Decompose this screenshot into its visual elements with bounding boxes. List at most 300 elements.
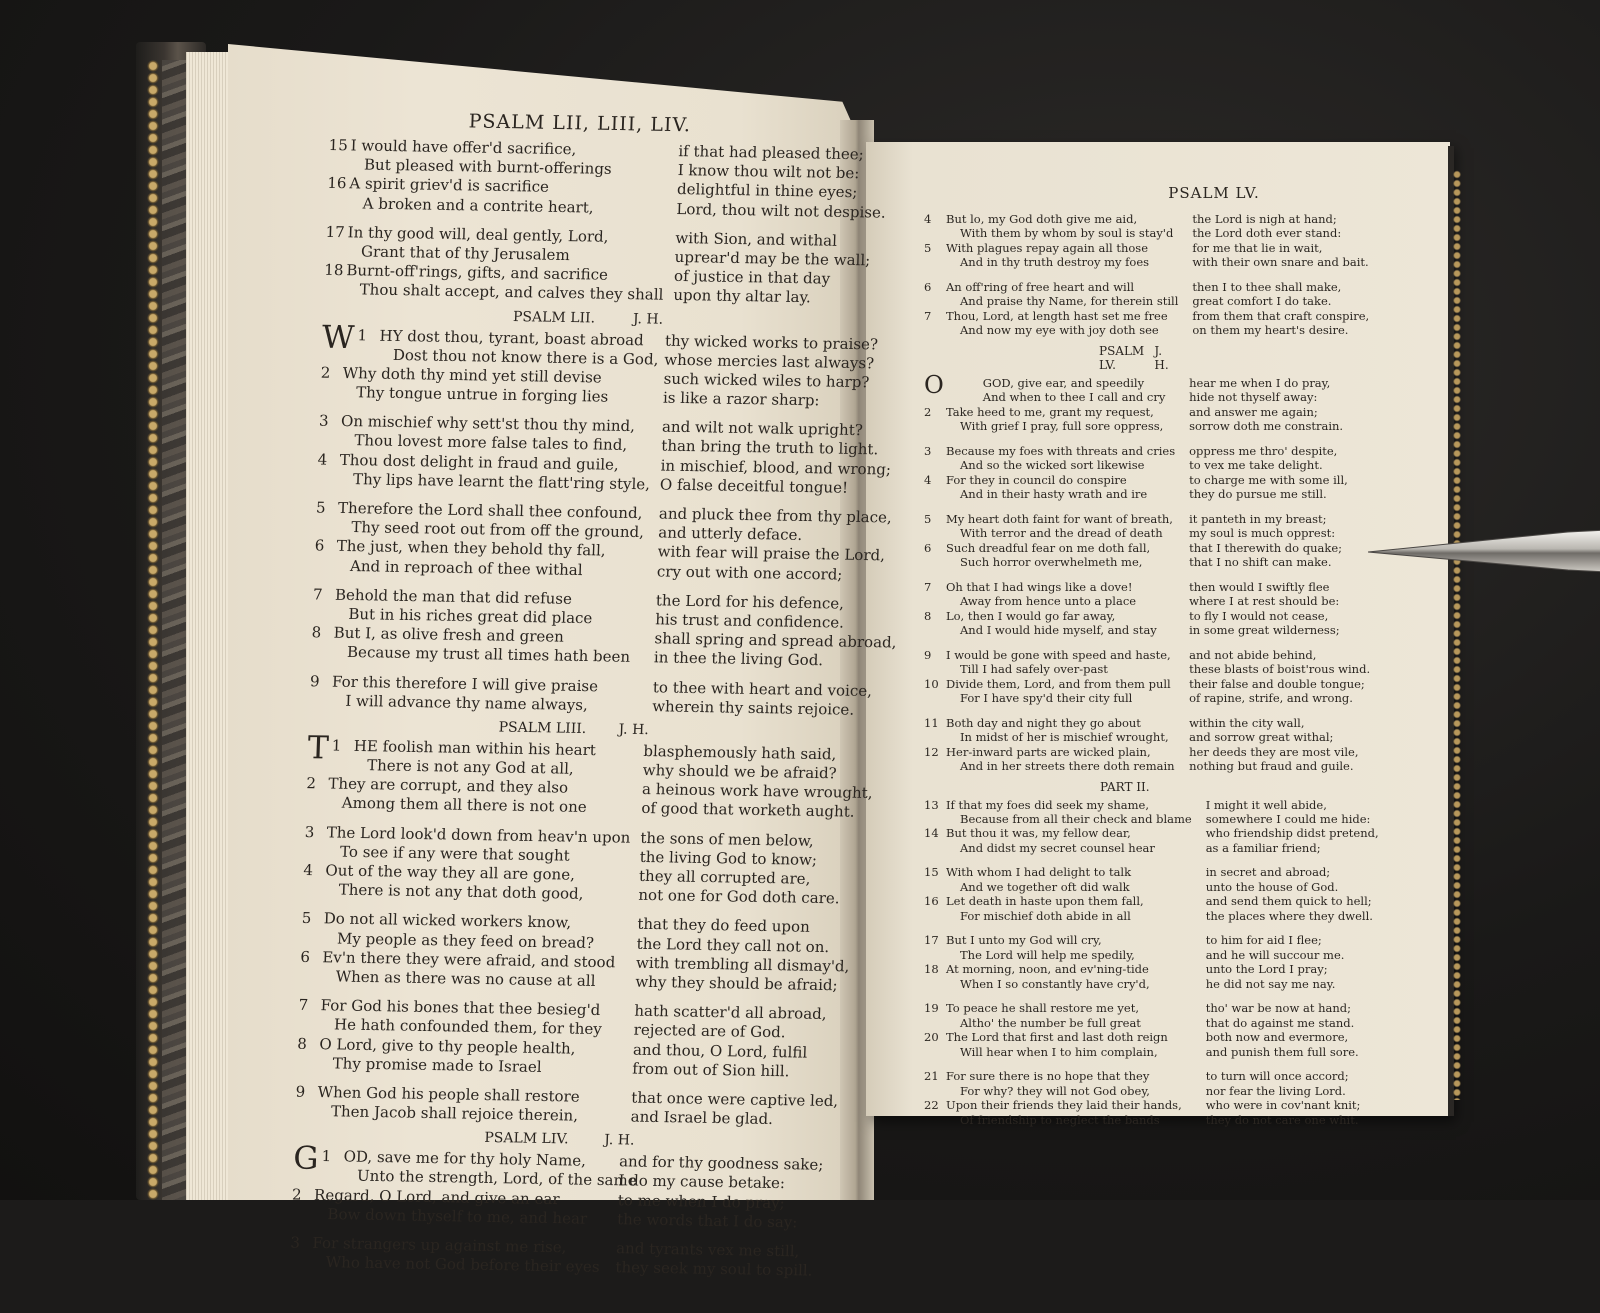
verse-text: For strangers up against me rise, xyxy=(312,1233,567,1257)
verse-text: Will hear when I to him complain, xyxy=(960,1044,1158,1059)
psalm-author: J. H. xyxy=(632,310,664,328)
verse-number: 8 xyxy=(311,623,322,642)
verse-line-continued: tho' war be now at hand; xyxy=(1205,1001,1352,1016)
verse-number: 10 xyxy=(924,676,939,691)
verse-line-continued: then would I swiftly flee xyxy=(1189,579,1330,594)
verse-line-continued: for me that lie in wait, xyxy=(1192,240,1323,255)
drop-cap: W xyxy=(321,319,356,356)
verse-text: Regard, O Lord, and give an ear xyxy=(313,1185,560,1208)
verse-line-continued: his trust and confidence. xyxy=(654,610,845,632)
verse-text: Thy promise made to Israel xyxy=(332,1054,542,1076)
verse-line-continued: and thou, O Lord, fulfil xyxy=(632,1040,808,1062)
verse-line-continued: nor fear the living Lord. xyxy=(1205,1083,1346,1098)
verse-line-continued: rejected are of God. xyxy=(633,1020,786,1042)
gilt-bead-border xyxy=(146,60,160,1200)
verse-number xyxy=(357,359,393,360)
verse-line-continued: to charge me with some ill, xyxy=(1189,472,1348,487)
verse-line-continued: in thee the living God. xyxy=(653,648,824,670)
verse-line-continued: wherein thy saints rejoice. xyxy=(651,696,855,719)
verse-number xyxy=(327,207,363,208)
verse-number: 2 xyxy=(320,363,331,382)
verse-number xyxy=(314,570,350,571)
verse-text: Thou lovest more false tales to find, xyxy=(354,431,628,455)
verse-line-continued: the Lord is nigh at hand; xyxy=(1192,212,1337,226)
verse-line xyxy=(924,730,1175,744)
verse-line-continued: and answer me again; xyxy=(1189,404,1318,419)
verse-line xyxy=(924,812,1192,826)
verse-text: And in reproach of thee withal xyxy=(349,556,583,579)
verse-line-continued: the living God to know; xyxy=(639,847,818,869)
verse-text: Because from all their check and blame xyxy=(960,811,1192,826)
verse-text: Thy tongue untrue in forging lies xyxy=(355,383,609,406)
stanza-gap xyxy=(924,434,1175,444)
verse-number xyxy=(295,1116,331,1117)
verse-text: On mischief why sett'st thou thy mind, xyxy=(340,412,636,436)
verse-text: But thou it was, my fellow dear, xyxy=(946,826,1131,841)
verse-number xyxy=(324,294,360,295)
verse-text: For mischief doth abide in all xyxy=(960,908,1131,923)
verse-line-continued: in some great wilderness; xyxy=(1189,623,1340,638)
verse-text: Such horror overwhelmeth me, xyxy=(960,555,1143,570)
verse-text: Unto the strength, Lord, of the same xyxy=(356,1167,637,1190)
verse-block xyxy=(924,370,1371,774)
page-header: PSALM LV. xyxy=(1168,184,1260,202)
verse-line-continued: that I therewith do quake; xyxy=(1189,540,1343,555)
stanza-gap xyxy=(1192,270,1369,280)
verse-line-continued: then I to thee shall make, xyxy=(1192,279,1342,294)
stanza-gap xyxy=(924,270,1178,280)
part-heading xyxy=(924,780,1344,794)
verse-number: 15 xyxy=(328,135,349,155)
letter-opener-blade xyxy=(1368,526,1600,586)
verse-line xyxy=(924,1069,1192,1083)
psalm-author: J. H. xyxy=(618,721,650,738)
verse-text: For sure there is no hope that they xyxy=(946,1069,1150,1084)
verse-number: 9 xyxy=(295,1082,306,1101)
verse-line xyxy=(924,1016,1192,1030)
verse-number: 19 xyxy=(924,1001,939,1016)
verse-line-continued: he did not say me nay. xyxy=(1205,976,1336,991)
psalm-title: PSALM LII. xyxy=(512,308,596,326)
verse-text: Who have not God before their eyes xyxy=(325,1253,600,1277)
verse-text: Of friendship to neglect the bands xyxy=(960,1112,1160,1127)
verse-line xyxy=(924,880,1192,894)
verse-text: Bow down thyself to me, and hear xyxy=(327,1204,588,1228)
verse-text: But pleased with burnt-offerings xyxy=(363,155,612,179)
verse-line-continued: great comfort I do take. xyxy=(1192,294,1332,309)
verse-line-continued: with trembling all dismay'd, xyxy=(635,953,850,976)
verse-line-continued: hath scatter'd all abroad, xyxy=(634,1001,827,1024)
verse-line-continued: they do not care one whit. xyxy=(1205,1112,1359,1127)
verse-line-continued: to vex me take delight. xyxy=(1189,458,1323,473)
verse-line xyxy=(924,662,1175,676)
verse-line-continued: not one for God doth care. xyxy=(638,886,840,908)
verse-text: But I unto my God will cry, xyxy=(946,933,1102,948)
verse-line-continued: I do my cause betake: xyxy=(618,1171,786,1193)
verse-line xyxy=(924,580,1175,594)
page-header: PSALM LII, LIII, LIV. xyxy=(468,110,692,137)
verse-text: To peace he shall restore me yet, xyxy=(946,1001,1139,1016)
verse-text: Because my foes with threats and cries xyxy=(946,443,1176,458)
verse-line-continued: the Lord doth ever stand: xyxy=(1192,226,1342,241)
verse-line xyxy=(924,623,1175,637)
verse-number xyxy=(312,618,348,619)
verse-text: Thy lips have learnt the flatt'ring style, xyxy=(352,469,651,494)
verse-line-continued: and tyrants vex me still, xyxy=(615,1239,800,1261)
stanza-gap xyxy=(1189,502,1370,512)
verse-text: My heart doth faint for want of breath, xyxy=(946,511,1173,526)
stanza-gap xyxy=(1189,434,1370,444)
verse-text: OD, save me for thy holy Name, xyxy=(343,1147,587,1170)
verse-line-continued: of justice in that day xyxy=(673,267,831,288)
verse-text: To see if any were that sought xyxy=(339,842,571,865)
verse-line-continued: such wicked wiles to harp? xyxy=(663,369,870,392)
verse-number xyxy=(298,1029,334,1030)
verse-line-continued: from them that craft conspire, xyxy=(1192,308,1370,323)
verse-line xyxy=(924,1001,1192,1015)
verse-number xyxy=(300,981,336,982)
verse-number: 4 xyxy=(924,212,932,226)
stanza-gap xyxy=(1206,923,1379,933)
verse-line-continued: that once were captive led, xyxy=(631,1088,839,1111)
verse-text: For I have spy'd their city full xyxy=(960,691,1133,706)
verse-number: 12 xyxy=(924,744,939,759)
verse-text: There is not any that doth good, xyxy=(338,880,584,904)
drop-cap: T xyxy=(307,730,330,767)
verse-text: Burnt-off'rings, gifts, and sacrifice xyxy=(346,261,609,284)
stanza-gap xyxy=(924,923,1192,933)
verse-line-continued: sorrow doth me constrain. xyxy=(1189,419,1344,434)
verse-number: 6 xyxy=(924,279,932,294)
verse-line xyxy=(924,716,1175,730)
verse-number: 9 xyxy=(309,671,320,690)
verse-text: For this therefore I will give praise xyxy=(331,672,599,695)
verse-line-continued: the Lord for his defence, xyxy=(655,591,845,613)
verse-text: Because my trust all times hath been xyxy=(346,643,631,667)
verse-number: 6 xyxy=(300,947,311,966)
verse-text: O Lord, give to thy people health, xyxy=(319,1034,576,1058)
verse-line-continued: their false and double tongue; xyxy=(1189,676,1365,691)
stanza-gap xyxy=(924,991,1192,1001)
stanza-gap xyxy=(924,706,1175,716)
verse-text: Upon their friends they laid their hands, xyxy=(946,1098,1182,1113)
verse-number: 4 xyxy=(317,450,328,469)
verse-line xyxy=(924,841,1192,855)
verse-number: 6 xyxy=(924,540,932,555)
verse-line-continued: of rapine, strife, and wrong. xyxy=(1189,691,1353,706)
verse-number: 11 xyxy=(924,715,939,730)
verse-number: 2 xyxy=(306,774,317,793)
verse-line-continued: and utterly deface. xyxy=(657,523,803,545)
verse-line xyxy=(924,419,1175,433)
verse-line xyxy=(924,865,1192,879)
verse-line xyxy=(924,323,1178,337)
psalm-title: PSALM LIII. xyxy=(498,719,587,737)
verse-line-continued: they seek my soul to spill. xyxy=(615,1258,813,1280)
stanza-gap xyxy=(1189,706,1370,716)
verse-line-continued: why should we be afraid? xyxy=(642,761,837,783)
verse-text: When God his people shall restore xyxy=(317,1082,580,1106)
verse-text: And now my eye with joy doth see xyxy=(960,323,1159,338)
verse-number xyxy=(291,1218,327,1219)
stanza-gap xyxy=(924,638,1175,648)
verse-text: And when to thee I call and cry xyxy=(982,390,1166,405)
verse-number: 21 xyxy=(924,1069,939,1084)
verse-line xyxy=(924,1030,1192,1044)
verse-line xyxy=(924,691,1175,705)
verse-text: For they in council do conspire xyxy=(946,472,1127,487)
page-edges xyxy=(186,52,232,1200)
verse-line-continued: the Lord they call not on. xyxy=(636,934,830,956)
verse-number: 5 xyxy=(315,498,326,517)
verse-line-continued: from out of Sion hill. xyxy=(632,1059,790,1080)
verse-text: Lo, then I would go far away, xyxy=(946,608,1116,623)
verse-text: Among them all there is not one xyxy=(341,794,587,817)
verse-number: 17 xyxy=(924,933,939,948)
verse-text: And I would hide myself, and stay xyxy=(960,623,1157,638)
verse-text: There is not any God at all, xyxy=(366,756,575,778)
verse-line xyxy=(924,826,1192,840)
verse-text: Out of the way they all are gone, xyxy=(325,861,576,884)
verse-text: Till I had safely over-past xyxy=(960,662,1108,677)
verse-line xyxy=(924,487,1175,501)
verse-line-continued: and for thy goodness sake; xyxy=(618,1152,824,1175)
verse-line xyxy=(924,798,1192,812)
verse-text: Both day and night they go about xyxy=(946,715,1141,730)
verse-number xyxy=(331,770,367,771)
verse-line-continued: thy wicked works to praise? xyxy=(664,331,879,353)
verse-line xyxy=(924,294,1178,308)
verse-text: For God his bones that thee besieg'd xyxy=(320,996,601,1020)
psalm-heading xyxy=(924,344,1344,372)
verse-line xyxy=(924,526,1175,540)
verse-text: And in their hasty wrath and ire xyxy=(960,487,1148,502)
verse-line xyxy=(924,458,1175,472)
verse-line xyxy=(924,280,1178,294)
verse-number xyxy=(301,942,337,943)
verse-text: And praise thy Name, for therein still xyxy=(960,294,1179,309)
verse-line-continued: why they should be afraid; xyxy=(635,972,838,995)
verse-text: And didst my secret counsel hear xyxy=(960,840,1155,855)
verse-line-continued: cry out with one accord; xyxy=(656,561,843,584)
verse-number xyxy=(315,532,351,533)
verse-text: Grant that of thy Jerusalem xyxy=(360,242,571,265)
verse-text: I would be gone with speed and haste, xyxy=(946,647,1171,662)
verse-line-continued: hear me when I do pray, xyxy=(1189,375,1331,390)
verse-text: Altho' the number be full great xyxy=(960,1015,1141,1030)
verse-number: 16 xyxy=(327,174,347,193)
verse-number: 13 xyxy=(924,797,939,812)
verse-number: 15 xyxy=(924,865,939,880)
verse-number: 14 xyxy=(924,826,939,841)
verse-line xyxy=(924,212,1178,226)
verse-line xyxy=(924,745,1175,759)
verse-text: But lo, my God doth give me aid, xyxy=(946,212,1138,226)
verse-line xyxy=(924,309,1178,323)
verse-line xyxy=(924,977,1192,991)
verse-line-continued: to turn will once accord; xyxy=(1205,1069,1349,1084)
verse-line-continued: to him for aid I flee; xyxy=(1205,933,1322,948)
verse-line xyxy=(924,390,1175,404)
verse-number xyxy=(306,807,342,808)
verse-text: Do not all wicked workers know, xyxy=(323,909,572,932)
verse-block xyxy=(924,797,1379,1128)
verse-text: With whom I had delight to talk xyxy=(946,865,1132,880)
stanza-gap xyxy=(924,855,1192,865)
verse-number xyxy=(321,1180,357,1181)
verse-line xyxy=(924,609,1175,623)
verse-number: 5 xyxy=(924,511,932,526)
verse-line-continued: whose mercies last always? xyxy=(664,350,875,373)
verse-line-continued: upon thy altar lay. xyxy=(673,286,812,307)
verse-text: Away from hence unto a place xyxy=(960,594,1137,609)
verse-line-continued: and sorrow great withal; xyxy=(1189,730,1334,745)
verse-line xyxy=(924,1113,1192,1127)
verse-number: 5 xyxy=(924,240,932,255)
verse-line-continued: unto the Lord I pray; xyxy=(1205,962,1328,977)
psalm-title: PSALM LV. xyxy=(1099,343,1145,372)
verse-number: 7 xyxy=(298,995,309,1015)
verse-number: 16 xyxy=(924,894,939,909)
verse-line-continued: oppress me thro' despite, xyxy=(1189,443,1338,458)
verse-line-continued: the sons of men below, xyxy=(640,828,815,850)
verse-line-continued: nothing but fraud and guile. xyxy=(1189,759,1354,774)
verse-line xyxy=(924,962,1192,976)
verse-line-continued: that do against me stand. xyxy=(1205,1015,1355,1030)
verse-line-continued: than bring the truth to light. xyxy=(661,436,879,459)
verse-line-continued: I know thou wilt not be: xyxy=(677,161,860,183)
verse-line-continued: and wilt not walk upright? xyxy=(661,417,864,440)
verse-text: A spirit griev'd is sacrifice xyxy=(349,174,550,197)
verse-line-continued: to fly I would not cease, xyxy=(1189,608,1329,623)
verse-number: 3 xyxy=(318,411,329,430)
verse-line xyxy=(924,594,1175,608)
verse-text: With terror and the dread of death xyxy=(960,526,1163,541)
verse-line xyxy=(924,933,1192,947)
verse-text: In thy good will, deal gently, Lord, xyxy=(347,222,609,246)
verse-text: And in thy truth destroy my foes xyxy=(960,255,1150,270)
verse-line-continued: shall spring and spread abroad, xyxy=(654,629,897,652)
verse-text: He hath confounded them, for they xyxy=(333,1015,603,1039)
verse-number: 18 xyxy=(324,260,344,280)
right-page-text xyxy=(924,184,1379,1127)
verse-line-continued: the words that I do say: xyxy=(616,1210,798,1232)
verse-text: Thou shalt accept, and calves they shall xyxy=(359,280,664,304)
verse-text: With plagues repay again all those xyxy=(946,240,1149,255)
verse-line-continued: as a familiar friend; xyxy=(1205,840,1321,855)
verse-number: 5 xyxy=(301,909,312,928)
verse-number: 2 xyxy=(924,404,932,419)
stanza-gap xyxy=(1189,638,1370,648)
verse-line-continued: blasphemously hath said, xyxy=(643,741,837,764)
verse-number: 8 xyxy=(297,1034,308,1053)
verse-line-continued: with their own snare and bait. xyxy=(1192,255,1369,270)
verse-line-continued: both now and evermore, xyxy=(1205,1030,1349,1045)
verse-line-continued: O false deceitful tongue! xyxy=(659,475,849,497)
verse-text: I would have offer'd sacrifice, xyxy=(350,136,577,159)
verse-line-continued: to thee with heart and voice, xyxy=(652,677,873,700)
verse-line xyxy=(924,759,1175,773)
verse-line-continued: her deeds they are most vile, xyxy=(1189,744,1359,759)
verse-number: 6 xyxy=(314,536,325,555)
stanza-gap xyxy=(1206,1059,1379,1069)
verse-line xyxy=(924,473,1175,487)
verse-line-continued: in secret and abroad; xyxy=(1205,865,1331,880)
verse-number xyxy=(290,1267,326,1268)
verse-line-continued: within the city wall, xyxy=(1189,715,1305,730)
verse-number: 4 xyxy=(924,472,932,487)
verse-text: Ev'n there they were afraid, and stood xyxy=(322,947,616,972)
verse-text: Dost thou not know there is a God, xyxy=(392,345,659,369)
verse-text: In midst of her is mischief wrought, xyxy=(960,730,1169,745)
verse-line-continued: who were in cov'nant knit; xyxy=(1205,1098,1361,1113)
verse-block xyxy=(323,135,886,308)
verse-text: HY dost thou, tyrant, boast abroad xyxy=(379,326,645,349)
verse-text: GOD, give ear, and speedily xyxy=(982,375,1145,390)
verse-line xyxy=(924,648,1175,662)
left-page-text xyxy=(238,108,897,1280)
verse-line-continued: a heinous work have wrought, xyxy=(641,780,873,803)
psalm-title: PSALM LIV. xyxy=(484,1130,569,1148)
verse-line-continued: that they do feed upon xyxy=(637,915,811,937)
verse-text: And in her streets there doth remain xyxy=(960,759,1175,774)
verse-text: An off'ring of free heart and will xyxy=(946,279,1135,294)
verse-line-continued: they all corrupted are, xyxy=(638,866,811,888)
part-title: PART II. xyxy=(1100,779,1150,794)
verse-number xyxy=(325,256,361,257)
verse-line xyxy=(924,255,1178,269)
verse-text: They are corrupt, and they also xyxy=(328,774,569,797)
verse-line xyxy=(924,241,1178,255)
verse-line xyxy=(924,1084,1192,1098)
stanza-gap xyxy=(1189,570,1370,580)
verse-line-continued: Lord, thou wilt not despise. xyxy=(676,199,886,222)
verse-text: With them by whom by soul is stay'd xyxy=(960,226,1174,241)
verse-text: The Lord that first and last doth reign xyxy=(946,1030,1168,1045)
verse-text: But in his riches great did place xyxy=(348,604,593,628)
verse-line-continued: somewhere I could me hide: xyxy=(1205,811,1371,826)
drop-cap: G xyxy=(292,1140,320,1178)
verse-text: When I so constantly have cry'd, xyxy=(960,976,1150,991)
stanza-gap xyxy=(924,502,1175,512)
verse-line-continued: they do pursue me still. xyxy=(1189,487,1327,502)
verse-number: 1 xyxy=(321,1147,332,1166)
verse-line-continued: delightful in thine eyes; xyxy=(676,180,858,202)
verse-line-continued: with Sion, and withal xyxy=(675,228,838,250)
verse-number xyxy=(297,1067,333,1068)
verse-line-continued: uprear'd may be the wall; xyxy=(674,247,871,270)
verse-text: A broken and a contrite heart, xyxy=(362,194,594,217)
verse-number: 7 xyxy=(924,579,932,594)
verse-number xyxy=(304,856,340,857)
verse-number: 22 xyxy=(924,1098,939,1113)
verse-line-continued: unto the house of God. xyxy=(1205,879,1339,894)
verse-line xyxy=(924,226,1178,240)
verse-text: Take heed to me, grant my request, xyxy=(946,404,1154,419)
verse-number: 4 xyxy=(303,860,314,880)
verse-number: 1 xyxy=(357,325,368,344)
verse-text: And so the wicked sort likewise xyxy=(960,458,1145,473)
verse-line-continued: and pluck thee from thy place, xyxy=(658,504,893,527)
verse-text: Thou dost delight in fraud and guile, xyxy=(339,450,620,474)
verse-text: And we together oft did walk xyxy=(960,879,1130,894)
verse-block xyxy=(295,730,873,1130)
verse-line xyxy=(924,555,1175,569)
verse-text: The just, when they behold thy fall, xyxy=(336,537,606,560)
stanza-gap xyxy=(924,570,1175,580)
verse-number xyxy=(303,894,339,895)
verse-number: 3 xyxy=(290,1233,301,1252)
